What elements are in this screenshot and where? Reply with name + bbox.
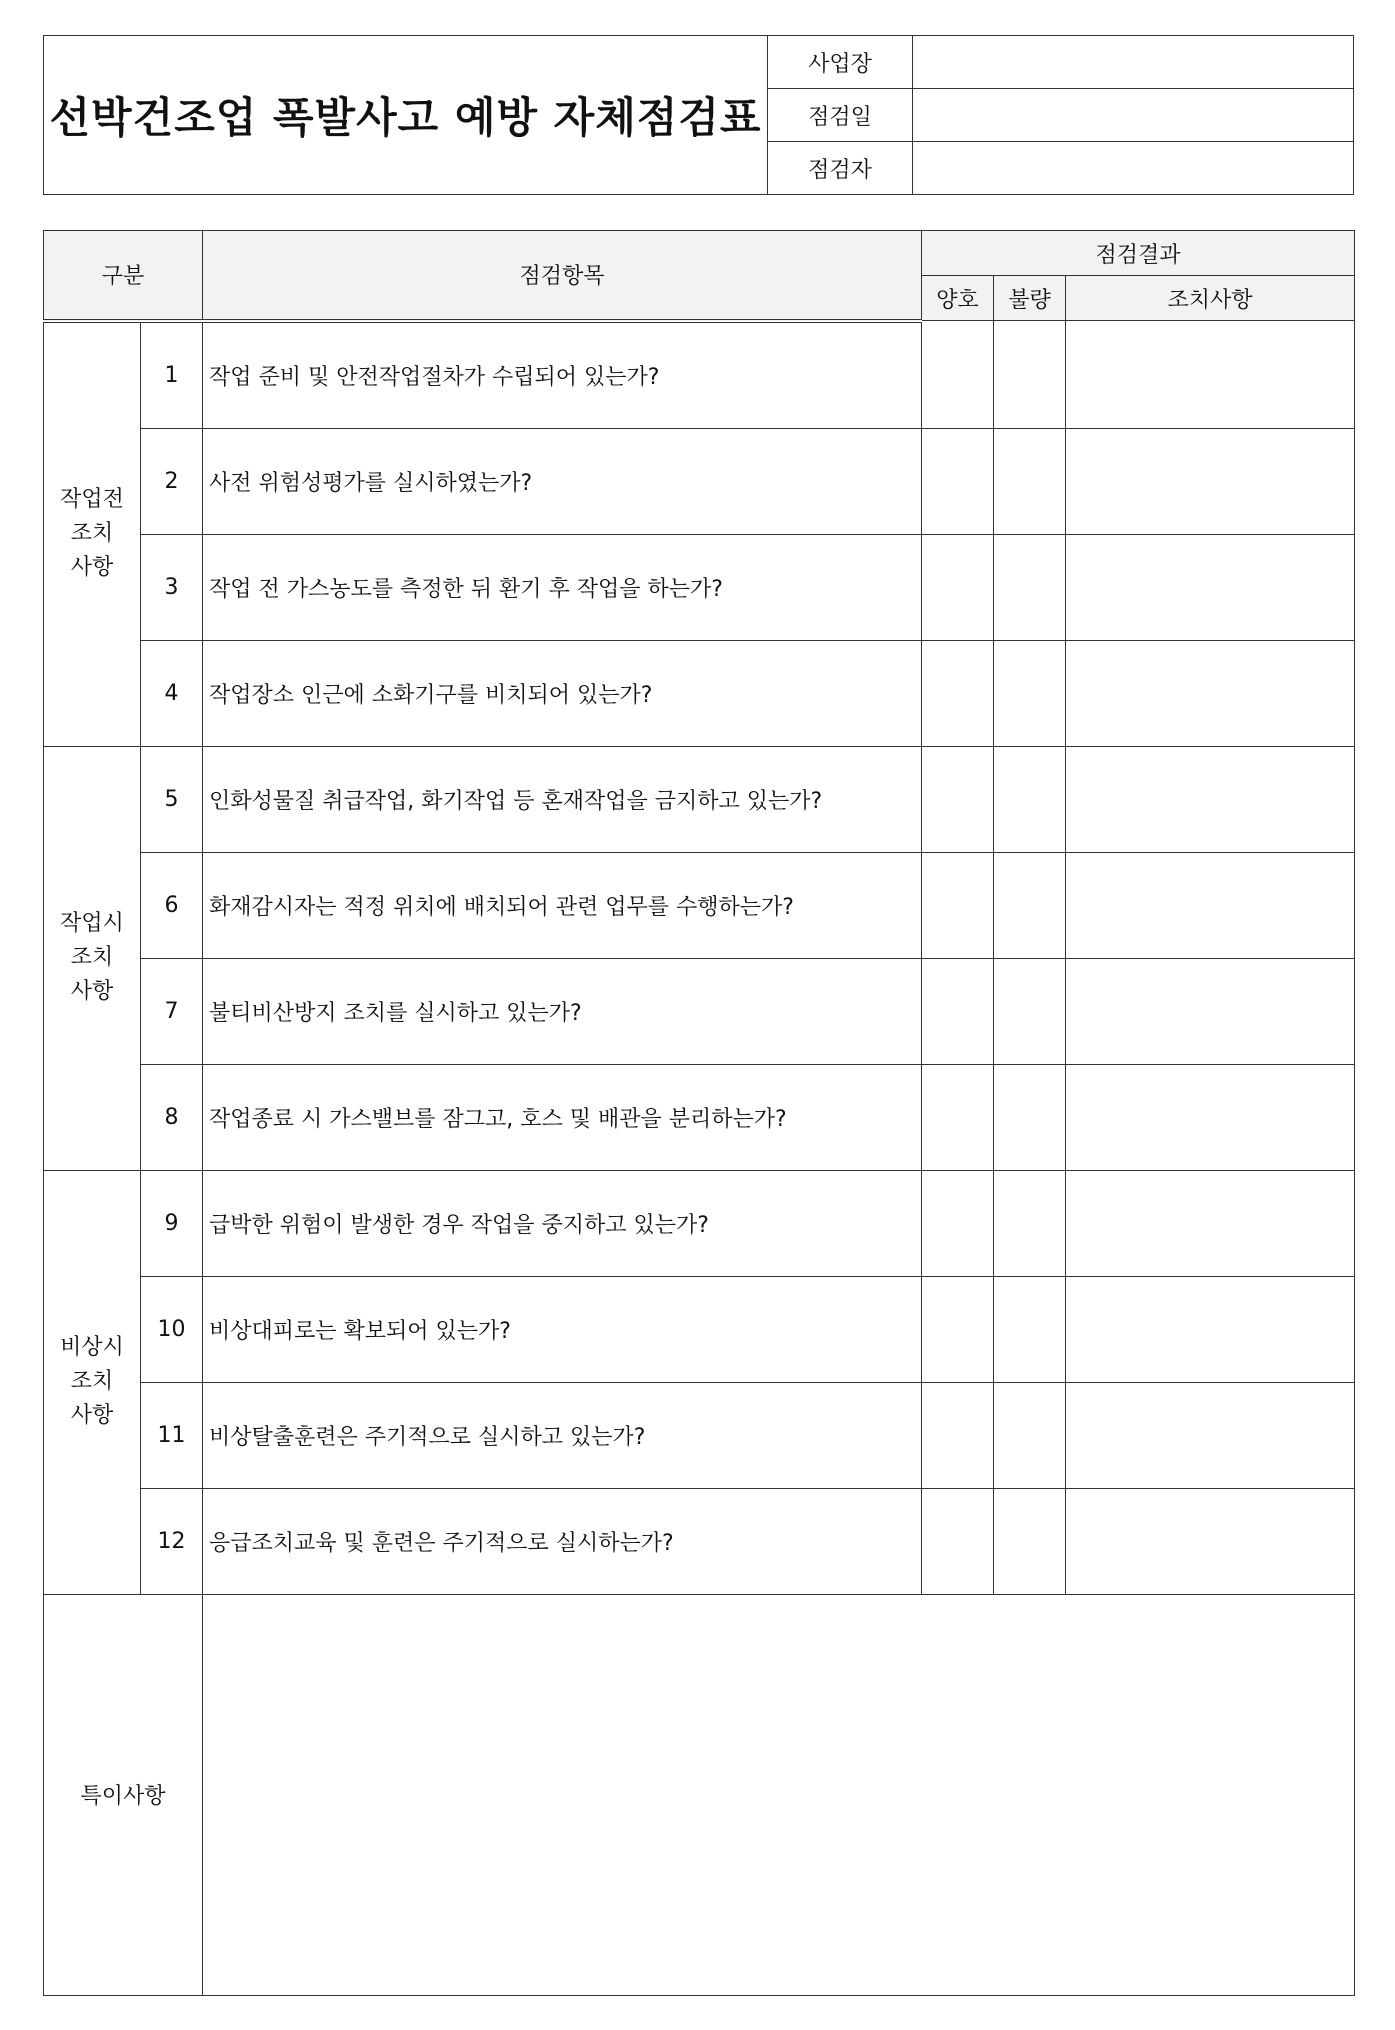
action-cell[interactable] xyxy=(1066,428,1355,534)
good-cell[interactable] xyxy=(922,321,994,429)
title-cell xyxy=(44,36,768,194)
action-cell[interactable] xyxy=(1066,1064,1355,1170)
item-number: 10 xyxy=(141,1276,203,1382)
category-line: 조치 xyxy=(70,521,114,546)
meta-row-site xyxy=(768,36,1353,89)
item-number: 9 xyxy=(141,1170,203,1276)
table-row xyxy=(44,958,1355,1064)
good-cell[interactable] xyxy=(922,958,994,1064)
good-cell[interactable] xyxy=(922,852,994,958)
good-cell[interactable] xyxy=(922,1170,994,1276)
meta-label-site: 사업장 xyxy=(768,36,913,88)
action-cell[interactable] xyxy=(1066,1276,1355,1382)
table-row xyxy=(44,1382,1355,1488)
item-text: 불티비산방지 조치를 실시하고 있는가? xyxy=(203,958,922,1064)
category-cell xyxy=(44,746,141,1170)
item-text: 작업 전 가스농도를 측정한 뒤 환기 후 작업을 하는가? xyxy=(203,534,922,640)
bad-cell[interactable] xyxy=(994,746,1066,852)
bad-cell[interactable] xyxy=(994,1064,1066,1170)
item-text: 비상탈출훈련은 주기적으로 실시하고 있는가? xyxy=(203,1382,922,1488)
meta-label-date: 점검일 xyxy=(768,89,913,141)
checklist-table xyxy=(43,230,1355,1996)
action-cell[interactable] xyxy=(1066,640,1355,746)
item-number: 12 xyxy=(141,1488,203,1594)
category-cell xyxy=(44,1170,141,1594)
action-cell[interactable] xyxy=(1066,1382,1355,1488)
meta-block xyxy=(768,36,1353,194)
good-cell[interactable] xyxy=(922,428,994,534)
header-action: 조치사항 xyxy=(1066,276,1355,321)
item-number: 8 xyxy=(141,1064,203,1170)
remarks-input[interactable] xyxy=(203,1594,1355,1995)
header-good: 양호 xyxy=(922,276,994,321)
category-line: 사항 xyxy=(70,555,114,580)
item-number: 1 xyxy=(141,321,203,429)
item-text: 비상대피로는 확보되어 있는가? xyxy=(203,1276,922,1382)
category-line: 사항 xyxy=(70,979,114,1004)
good-cell[interactable] xyxy=(922,1488,994,1594)
good-cell[interactable] xyxy=(922,746,994,852)
table-row xyxy=(44,1276,1355,1382)
header-item: 점검항목 xyxy=(203,231,922,321)
header-result: 점검결과 xyxy=(922,231,1355,276)
action-cell[interactable] xyxy=(1066,852,1355,958)
bad-cell[interactable] xyxy=(994,428,1066,534)
good-cell[interactable] xyxy=(922,534,994,640)
remarks-label: 특이사항 xyxy=(44,1594,203,1995)
table-row xyxy=(44,534,1355,640)
table-row xyxy=(44,746,1355,852)
bad-cell[interactable] xyxy=(994,640,1066,746)
category-cell xyxy=(44,321,141,747)
meta-value-inspector[interactable] xyxy=(913,142,1353,194)
item-number: 6 xyxy=(141,852,203,958)
table-row xyxy=(44,428,1355,534)
bad-cell[interactable] xyxy=(994,958,1066,1064)
action-cell[interactable] xyxy=(1066,746,1355,852)
item-text: 작업종료 시 가스밸브를 잠그고, 호스 및 배관을 분리하는가? xyxy=(203,1064,922,1170)
item-text: 사전 위험성평가를 실시하였는가? xyxy=(203,428,922,534)
page-title: 선박건조업 폭발사고 예방 자체점검표 xyxy=(49,93,762,142)
meta-row-inspector xyxy=(768,142,1353,194)
item-text: 응급조치교육 및 훈련은 주기적으로 실시하는가? xyxy=(203,1488,922,1594)
good-cell[interactable] xyxy=(922,1276,994,1382)
action-cell[interactable] xyxy=(1066,321,1355,429)
bad-cell[interactable] xyxy=(994,1382,1066,1488)
header-category: 구분 xyxy=(44,231,203,321)
item-text: 화재감시자는 적정 위치에 배치되어 관련 업무를 수행하는가? xyxy=(203,852,922,958)
item-number: 7 xyxy=(141,958,203,1064)
good-cell[interactable] xyxy=(922,1382,994,1488)
category-line: 작업시 xyxy=(60,911,124,936)
action-cell[interactable] xyxy=(1066,1488,1355,1594)
bad-cell[interactable] xyxy=(994,1170,1066,1276)
item-number: 5 xyxy=(141,746,203,852)
good-cell[interactable] xyxy=(922,640,994,746)
item-number: 4 xyxy=(141,640,203,746)
category-line: 비상시 xyxy=(60,1335,124,1360)
bad-cell[interactable] xyxy=(994,1488,1066,1594)
action-cell[interactable] xyxy=(1066,1170,1355,1276)
table-row xyxy=(44,321,1355,429)
item-number: 3 xyxy=(141,534,203,640)
header-bad: 불량 xyxy=(994,276,1066,321)
table-row xyxy=(44,852,1355,958)
checklist-body xyxy=(44,321,1355,1996)
table-row xyxy=(44,1488,1355,1594)
meta-label-inspector: 점검자 xyxy=(768,142,913,194)
table-row xyxy=(44,640,1355,746)
item-text: 작업 준비 및 안전작업절차가 수립되어 있는가? xyxy=(203,321,922,429)
remarks-row xyxy=(44,1594,1355,1995)
category-line: 조치 xyxy=(70,945,114,970)
category-line: 사항 xyxy=(70,1403,114,1428)
item-text: 급박한 위험이 발생한 경우 작업을 중지하고 있는가? xyxy=(203,1170,922,1276)
item-text: 인화성물질 취급작업, 화기작업 등 혼재작업을 금지하고 있는가? xyxy=(203,746,922,852)
bad-cell[interactable] xyxy=(994,852,1066,958)
item-number: 2 xyxy=(141,428,203,534)
action-cell[interactable] xyxy=(1066,958,1355,1064)
meta-row-date xyxy=(768,89,1353,142)
good-cell[interactable] xyxy=(922,1064,994,1170)
meta-value-site[interactable] xyxy=(913,36,1353,88)
category-line: 작업전 xyxy=(60,487,124,512)
table-row xyxy=(44,1170,1355,1276)
action-cell[interactable] xyxy=(1066,534,1355,640)
bad-cell[interactable] xyxy=(994,1276,1066,1382)
category-line: 조치 xyxy=(70,1369,114,1394)
item-text: 작업장소 인근에 소화기구를 비치되어 있는가? xyxy=(203,640,922,746)
item-number: 11 xyxy=(141,1382,203,1488)
meta-value-date[interactable] xyxy=(913,89,1353,141)
bad-cell[interactable] xyxy=(994,321,1066,429)
bad-cell[interactable] xyxy=(994,534,1066,640)
table-row xyxy=(44,1064,1355,1170)
form-header xyxy=(43,35,1354,195)
